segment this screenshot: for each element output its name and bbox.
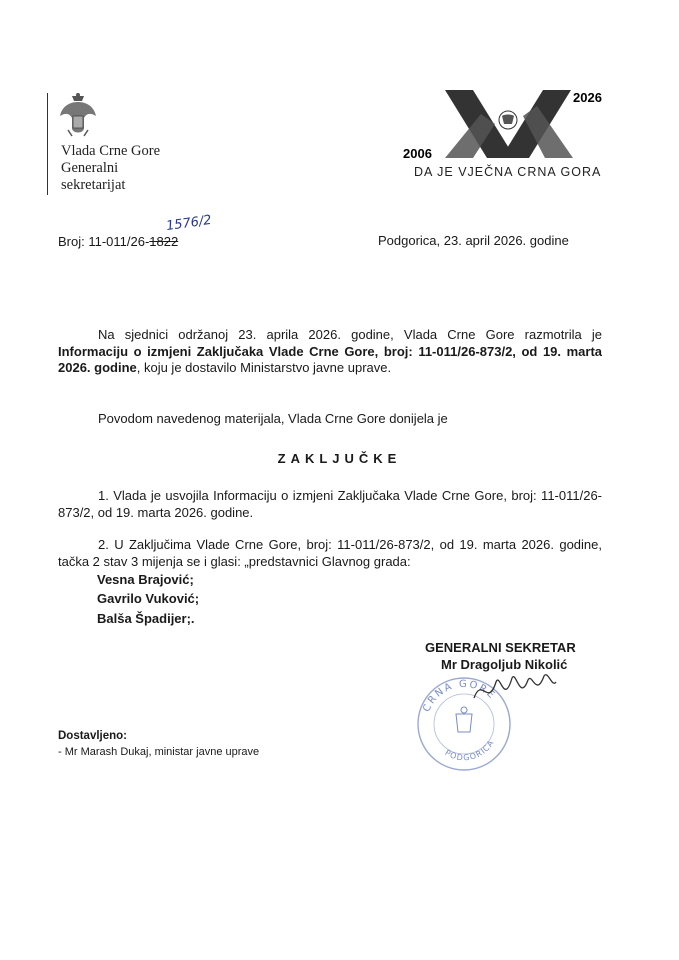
handwritten-number: 1576/2: [165, 212, 213, 235]
conclusion-2: [58, 537, 602, 570]
document-date: Podgorica, 23. april 2026. godine: [378, 233, 569, 248]
logo-year-start: 2006: [403, 146, 432, 161]
representative-name: Vesna Brajović;: [97, 572, 194, 587]
conclusions-title: ZAKLJUČKE: [277, 451, 402, 466]
reference-struck-number: 1822: [149, 234, 179, 249]
conclusion-1-text: 1. Vlada je usvojila Informaciju o izmjeni Zaključaka Vlade Crne Gore, broj: 11-011/26-873/2, od 19. marta 2026. godine.: [58, 488, 602, 520]
stamp-city: PODGORICA: [443, 738, 496, 763]
distribution-item: - Mr Marash Dukaj, ministar javne uprave: [58, 746, 260, 758]
organization-name: [61, 143, 160, 194]
distribution-title: Dostavljeno:: [58, 730, 128, 742]
stamp-text: CRNA GORE: [421, 678, 498, 714]
signatory-title: GENERALNI SEKRETAR: [425, 640, 576, 655]
header-divider: [47, 93, 48, 195]
org-line: sekretarijat: [61, 177, 126, 193]
paragraph-session: [58, 327, 602, 377]
reference-number: [58, 234, 178, 249]
reference-prefix: Broj: 11-011/26-: [58, 234, 150, 249]
montenegro-coat-of-arms-icon: [58, 92, 98, 138]
logo-year-end: 2026: [573, 90, 602, 105]
paragraph-decision-text: Povodom navedenog materijala, Vlada Crne Gore donijela je: [98, 411, 448, 426]
paragraph-session-bold: Informaciju o izmjeni Zaključaka Vlade Crne Gore, broj: 11-011/26-873/2, od 19. marta 2026. godine: [58, 343, 602, 375]
org-line: Vlada Crne Gore: [61, 143, 161, 159]
representative-name: Gavrilo Vuković;: [97, 591, 200, 606]
signatory-name: Mr Dragoljub Nikolić: [441, 657, 568, 672]
conclusion-2-text: 2. U Zaključima Vlade Crne Gore, broj: 11-011/26-873/2, od 19. marta 2026. godine, tačka 2 stav 3 mijenja se i glasi: „predstavnici Glavnog grada:: [58, 537, 602, 569]
conclusion-1: [58, 488, 602, 521]
representative-name: Balša Špadijer;.: [97, 611, 195, 626]
paragraph-session-c: , koju je dostavilo Ministarstvo javne uprave.: [136, 360, 392, 375]
paragraph-decision: [58, 411, 602, 428]
org-line: Generalni: [61, 160, 119, 176]
logo-tagline: DA JE VJEČNA CRNA GORA: [414, 165, 602, 179]
handwritten-signature: [470, 668, 560, 714]
paragraph-session-a: Na sjednici održanoj 23. aprila 2026. godine, Vlada Crne Gore razmotrila je: [98, 327, 602, 342]
